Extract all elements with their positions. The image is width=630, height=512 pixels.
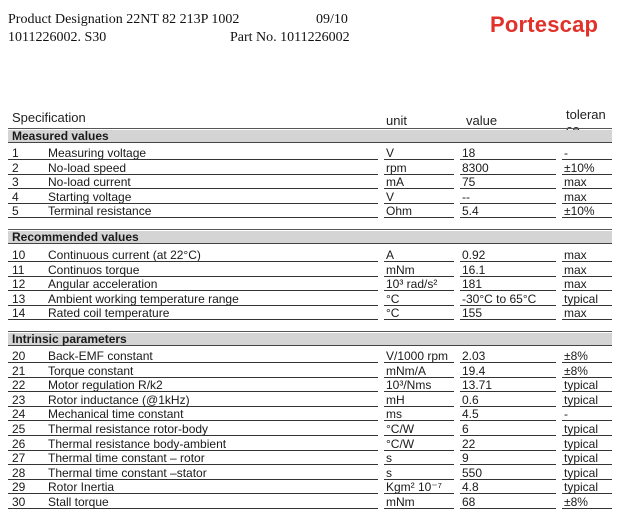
- parameter-value: 75: [462, 175, 476, 190]
- row-number: 29: [12, 480, 26, 495]
- parameter-tolerance: ±8%: [564, 349, 588, 363]
- parameter-unit: Ohm: [386, 204, 413, 219]
- row-number: 5: [12, 204, 19, 219]
- parameter-value: 6: [462, 422, 469, 436]
- parameter-unit: V/1000 rpm: [386, 349, 449, 363]
- document-date: 09/10: [316, 12, 348, 27]
- parameter-name: Ambient working temperature range: [48, 291, 239, 306]
- parameter-value: 181: [462, 277, 483, 292]
- parameter-unit: °C: [386, 291, 400, 306]
- section-header: Measured values: [8, 130, 612, 143]
- parameter-tolerance: typical: [564, 291, 599, 306]
- parameter-value: 5.4: [462, 204, 479, 219]
- table-row: [8, 466, 612, 480]
- table-row: [8, 190, 612, 204]
- parameter-tolerance: ±10%: [564, 204, 595, 219]
- table-row: [8, 451, 612, 465]
- cell-underline: [562, 319, 612, 320]
- row-number: 3: [12, 175, 19, 190]
- parameter-value: 16.1: [462, 262, 486, 277]
- parameter-value: 0.6: [462, 392, 479, 407]
- parameter-name: Back-EMF constant: [48, 349, 153, 363]
- parameter-tolerance: typical: [564, 436, 599, 451]
- parameter-value: -30°C to 65°C: [462, 291, 537, 306]
- parameter-unit: V: [386, 146, 395, 160]
- table-row: [8, 161, 612, 175]
- parameter-value: 9: [462, 451, 469, 466]
- parameter-tolerance: typical: [564, 392, 599, 407]
- parameter-tolerance: max: [564, 306, 587, 321]
- parameter-name: Continuos torque: [48, 262, 140, 277]
- parameter-value: 155: [462, 306, 483, 321]
- parameter-value: 2.03: [462, 349, 486, 363]
- parameter-unit: mH: [386, 392, 405, 407]
- row-number: 1: [12, 146, 19, 160]
- col-tolerance-line1: toleran: [566, 107, 606, 122]
- parameter-unit: mNm/A: [386, 363, 426, 378]
- parameter-unit: ms: [386, 407, 402, 422]
- row-number: 4: [12, 189, 19, 204]
- parameter-name: Thermal time constant – rotor: [48, 451, 205, 466]
- parameter-value: 13.71: [462, 378, 493, 393]
- parameter-tolerance: typical: [564, 378, 599, 393]
- row-number: 24: [12, 407, 26, 422]
- row-number: 10: [12, 248, 26, 262]
- table-row: [8, 306, 612, 320]
- cell-underline: [460, 508, 556, 509]
- table-row: [8, 146, 612, 160]
- parameter-value: 8300: [462, 160, 489, 175]
- parameter-name: No-load current: [48, 175, 131, 190]
- parameter-name: Starting voltage: [48, 189, 132, 204]
- cell-underline: [384, 319, 454, 320]
- parameter-unit: s: [386, 465, 392, 480]
- row-number: 2: [12, 160, 19, 175]
- row-number: 14: [12, 306, 26, 321]
- parameter-name: Motor regulation R/k2: [48, 378, 163, 393]
- parameter-value: 4.5: [462, 407, 479, 422]
- product-code: 1011226002. S30: [8, 30, 107, 45]
- parameter-tolerance: max: [564, 277, 587, 292]
- parameter-tolerance: max: [564, 189, 587, 204]
- row-number: 26: [12, 436, 26, 451]
- table-row: [8, 248, 612, 262]
- parameter-unit: V: [386, 189, 395, 204]
- parameter-unit: rpm: [386, 160, 407, 175]
- section-header: Intrinsic parameters: [8, 333, 612, 346]
- parameter-name: Mechanical time constant: [48, 407, 184, 422]
- row-number: 27: [12, 451, 26, 466]
- row-number: 28: [12, 465, 26, 480]
- table-row: [8, 292, 612, 306]
- parameter-unit: °C/W: [386, 436, 415, 451]
- table-row: [8, 263, 612, 277]
- parameter-tolerance: max: [564, 175, 587, 190]
- parameter-tolerance: typical: [564, 422, 599, 436]
- parameter-unit: s: [386, 451, 392, 466]
- parameter-value: 4.8: [462, 480, 479, 495]
- parameter-name: Measuring voltage: [48, 146, 147, 160]
- table-row: [8, 393, 612, 407]
- parameter-value: 18: [462, 146, 476, 160]
- row-number: 13: [12, 291, 26, 306]
- parameter-tolerance: ±8%: [564, 363, 588, 378]
- section-header: Recommended values: [8, 231, 612, 244]
- parameter-tolerance: ±8%: [564, 495, 588, 509]
- table-row: [8, 437, 612, 451]
- parameter-value: 0.92: [462, 248, 486, 262]
- parameter-name: Continuous current (at 22°C): [48, 248, 201, 262]
- parameter-unit: 10³/Nms: [386, 378, 432, 393]
- parameter-unit: mNm: [386, 262, 415, 277]
- parameter-name: Thermal resistance rotor-body: [48, 422, 209, 436]
- parameter-tolerance: -: [564, 146, 568, 160]
- cell-underline: [562, 508, 612, 509]
- parameter-name: No-load speed: [48, 160, 127, 175]
- row-number: 21: [12, 363, 26, 378]
- cell-underline: [384, 217, 454, 218]
- parameter-unit: °C/W: [386, 422, 415, 436]
- col-specification: Specification: [12, 110, 86, 125]
- table-row: [8, 349, 612, 363]
- parameter-unit: mNm: [386, 495, 415, 509]
- cell-underline: [460, 217, 556, 218]
- parameter-value: 22: [462, 436, 476, 451]
- table-row: [8, 378, 612, 392]
- row-number: 12: [12, 277, 26, 292]
- parameter-tolerance: typical: [564, 451, 599, 466]
- parameter-name: Rotor inductance (@1kHz): [48, 392, 190, 407]
- parameter-tolerance: ±10%: [564, 160, 595, 175]
- table-row: [8, 204, 612, 218]
- parameter-unit: mA: [386, 175, 404, 190]
- parameter-value: 68: [462, 495, 476, 509]
- parameter-value: 19.4: [462, 363, 486, 378]
- parameter-name: Rated coil temperature: [48, 306, 170, 321]
- cell-underline: [8, 508, 378, 509]
- product-designation: Product Designation 22NT 82 213P 1002: [8, 12, 240, 27]
- table-row: [8, 422, 612, 436]
- parameter-name: Stall torque: [48, 495, 109, 509]
- cell-underline: [460, 319, 556, 320]
- row-number: 25: [12, 422, 26, 436]
- cell-underline: [8, 217, 378, 218]
- table-row: [8, 407, 612, 421]
- parameter-name: Torque constant: [48, 363, 134, 378]
- parameter-name: Angular acceleration: [48, 277, 158, 292]
- parameter-unit: A: [386, 248, 395, 262]
- row-number: 11: [12, 262, 25, 277]
- parameter-value: 550: [462, 465, 483, 480]
- parameter-value: --: [462, 189, 470, 204]
- row-number: 23: [12, 392, 26, 407]
- parameter-tolerance: typical: [564, 480, 599, 495]
- table-row: [8, 364, 612, 378]
- row-number: 30: [12, 495, 26, 509]
- cell-underline: [8, 319, 378, 320]
- parameter-name: Terminal resistance: [48, 204, 152, 219]
- row-number: 22: [12, 378, 26, 393]
- parameter-tolerance: -: [564, 407, 568, 422]
- cell-underline: [384, 508, 454, 509]
- parameter-unit: Kgm² 10⁻⁷: [386, 480, 443, 495]
- row-number: 20: [12, 349, 26, 363]
- table-row: [8, 495, 612, 509]
- parameter-name: Thermal resistance body-ambient: [48, 436, 227, 451]
- table-row: [8, 277, 612, 291]
- col-unit: unit: [386, 113, 407, 128]
- parameter-tolerance: typical: [564, 465, 599, 480]
- parameter-tolerance: max: [564, 262, 587, 277]
- parameter-unit: °C: [386, 306, 400, 321]
- portescap-logo: Portescap: [490, 12, 599, 37]
- table-row: [8, 175, 612, 189]
- table-row: [8, 480, 612, 494]
- part-number: Part No. 1011226002: [230, 30, 350, 45]
- parameter-unit: 10³ rad/s²: [386, 277, 438, 292]
- parameter-tolerance: max: [564, 248, 587, 262]
- parameter-name: Thermal time constant –stator: [48, 465, 207, 480]
- cell-underline: [562, 217, 612, 218]
- col-value: value: [466, 113, 498, 128]
- parameter-name: Rotor Inertia: [48, 480, 115, 495]
